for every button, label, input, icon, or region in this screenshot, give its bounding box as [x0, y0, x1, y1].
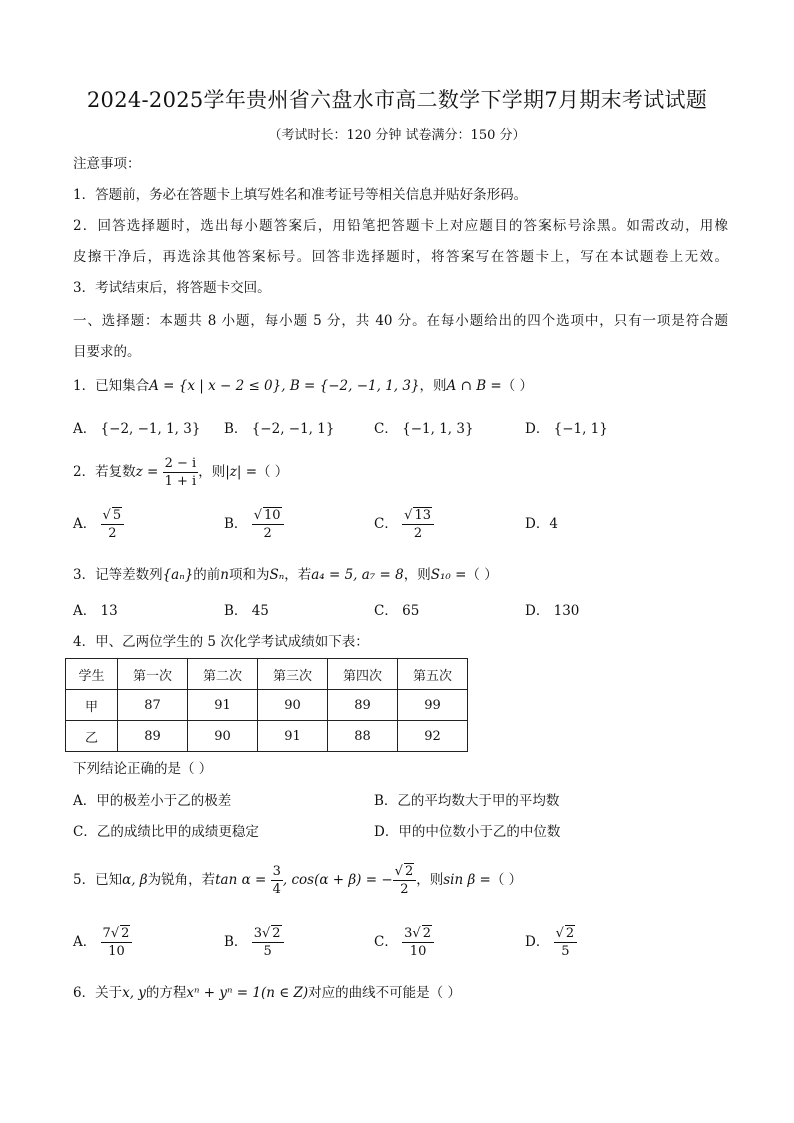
q3-option-b: B． 45	[224, 603, 269, 619]
sqrt-symbol: √	[404, 508, 413, 523]
q5-sin: sin β =	[443, 872, 491, 888]
q3-sn: Sₙ	[269, 567, 285, 583]
q5-option-c-den: 10	[409, 944, 427, 959]
sqrt-symbol: √	[262, 926, 271, 941]
q5-option-b-frac	[252, 925, 284, 960]
q4-option-a: A．甲的极差小于乙的极差	[73, 793, 232, 809]
q3-s10: S₁₀ =	[430, 567, 467, 583]
q3-stem-f: （ ）	[466, 567, 498, 583]
q1-stem	[73, 376, 728, 396]
table-cell: 89	[328, 690, 398, 721]
q3-condition: a₄ = 5, a₇ = 8	[311, 567, 404, 583]
q2-option-b-frac	[252, 507, 284, 542]
q5-alpha-beta: α, β	[122, 872, 148, 888]
q1-sets: A = {x | x − 2 ≤ 0}, B = {−2, −1, 1, 3}	[149, 378, 420, 394]
q1-stem-b: ，则	[419, 378, 447, 394]
q2-option-b-den: 2	[252, 524, 284, 542]
q5-option-d	[525, 922, 577, 962]
sqrt-symbol: √	[555, 926, 564, 941]
q5-option-a	[73, 922, 132, 962]
note-1: 1．答题前，务必在答题卡上填写姓名和准考证号等相关信息并贴好条形码。	[73, 187, 528, 203]
q4-option-d: D．甲的中位数小于乙的中位数	[374, 824, 561, 840]
q2-option-b	[224, 505, 284, 543]
q3-stem-a: 3．记等差数列	[73, 567, 163, 583]
q1-option-c: C． {−1, 1, 3}	[374, 421, 474, 437]
page-title: 2024-2025学年贵州省六盘水市高二数学下学期7月期末考试试题	[86, 88, 708, 112]
q5-option-b	[224, 922, 284, 962]
q6-xy: x, y	[122, 985, 146, 1001]
q1-option-b: B． {−2, −1, 1}	[224, 421, 335, 437]
sqrt-symbol: √	[412, 926, 421, 941]
q5-option-b-den: 5	[263, 944, 272, 959]
q5-option-d-radicand: 2	[565, 926, 575, 941]
q3-n: n	[220, 567, 229, 583]
table-cell: 89	[118, 721, 188, 752]
table-cell: 甲	[66, 690, 118, 721]
q2-fraction	[163, 455, 199, 490]
table-row	[66, 721, 468, 752]
q5-option-c	[374, 922, 434, 962]
q2-numerator: 2 − i	[164, 456, 197, 471]
table-header-cell: 第二次	[188, 659, 258, 690]
q1-stem-c: （ ）	[501, 378, 534, 394]
q5-option-b-coef: 3	[253, 926, 262, 941]
q6-stem-a: 6．关于	[73, 985, 123, 1001]
q5-tan-den: 4	[272, 882, 281, 897]
table-header-cell: 第三次	[258, 659, 328, 690]
q2-option-a-den: 2	[101, 524, 125, 542]
table-header-cell: 第四次	[328, 659, 398, 690]
q3-option-c: C． 65	[374, 603, 420, 619]
sqrt-symbol: √	[394, 864, 403, 879]
q2-stem	[73, 453, 728, 491]
q5-tan: tan α =	[215, 872, 267, 888]
q2-stem-a: 2．若复数	[73, 464, 136, 480]
q5-option-c-label: C．	[374, 934, 398, 950]
q5-option-a-den: 10	[108, 944, 125, 959]
q3-option-a: A． 13	[73, 603, 118, 619]
table-cell: 91	[188, 690, 258, 721]
table-row	[66, 690, 468, 721]
q2-option-a-frac	[101, 507, 125, 542]
sqrt-symbol: √	[253, 508, 263, 523]
q3-seq: {aₙ}	[162, 567, 194, 583]
section1-line1: 一、选择题：本题共 8 小题，每小题 5 分，共 40 分。在每小题给出的四个选项中，只有一项是符合题	[73, 313, 728, 329]
q2-option-a	[73, 505, 124, 543]
q2-option-c-label: C．	[374, 516, 398, 532]
q2-option-c-frac	[402, 507, 434, 542]
q5-option-d-frac	[554, 925, 578, 960]
q5-option-b-label: B．	[224, 934, 248, 950]
q2-stem-b: ，则	[198, 464, 226, 480]
q2-abs: |z| =	[225, 464, 258, 480]
q3-option-d: D． 130	[525, 603, 580, 619]
note-3: 3．考试结束后，将答题卡交回。	[73, 280, 271, 296]
table-cell: 87	[118, 690, 188, 721]
q5-option-a-label: A．	[73, 934, 97, 950]
q5-stem-d: （ ）	[490, 872, 523, 888]
q5-cos-num: 2	[404, 864, 414, 879]
q3-stem-c: 项和为	[229, 567, 270, 583]
q3-stem-b: 的前	[193, 567, 221, 583]
q5-cos: , cos(α + β) = −	[282, 872, 393, 888]
q5-cos-den: 2	[400, 882, 409, 897]
notes-heading: 注意事项：	[73, 156, 141, 172]
table-cell: 88	[328, 721, 398, 752]
q1-stem-a: 1．已知集合	[73, 378, 150, 394]
q2-option-c	[374, 505, 434, 543]
table-cell: 90	[258, 690, 328, 721]
q3-stem-e: ，则	[403, 567, 431, 583]
q5-stem	[73, 860, 728, 900]
q1-expr: A ∩ B =	[446, 378, 502, 394]
q2-denominator: 1 + i	[164, 474, 197, 489]
q2-option-b-label: B．	[224, 516, 248, 532]
q4-after: 下列结论正确的是（ ）	[73, 761, 213, 777]
page-subtitle: （考试时长：120 分钟 试卷满分：150 分）	[268, 128, 526, 143]
sqrt-symbol: √	[110, 926, 120, 941]
q2-stem-c: （ ）	[257, 464, 289, 480]
q5-cos-frac	[393, 863, 417, 898]
q5-option-a-radicand: 2	[121, 926, 130, 941]
q6-stem-b: 的方程	[145, 985, 187, 1001]
q2-option-b-radicand: 10	[264, 508, 281, 523]
q3-stem-d: ，若	[284, 567, 312, 583]
table-cell: 91	[258, 721, 328, 752]
q1-option-d: D． {−1, 1}	[525, 421, 608, 437]
table-cell: 90	[188, 721, 258, 752]
q1-option-a: A． {−2, −1, 1, 3}	[73, 421, 201, 437]
q5-option-d-label: D．	[525, 934, 550, 950]
scores-table	[65, 658, 468, 752]
q5-stem-b: 为锐角，若	[147, 872, 216, 888]
sqrt-symbol: √	[102, 508, 111, 523]
q5-stem-a: 5．已知	[73, 872, 123, 888]
q5-option-b-radicand: 2	[272, 926, 281, 941]
q2-z: z =	[135, 464, 159, 480]
q5-tan-frac	[271, 863, 283, 898]
section1-line2: 目要求的。	[73, 344, 141, 360]
q4-stem: 4．甲、乙两位学生的 5 次化学考试成绩如下表：	[73, 634, 369, 650]
table-cell: 乙	[66, 721, 118, 752]
q2-option-a-label: A．	[73, 516, 97, 532]
q4-option-b: B．乙的平均数大于甲的平均数	[374, 793, 560, 809]
q6-stem	[73, 983, 728, 1003]
table-header-cell: 第一次	[118, 659, 188, 690]
note-2b: 皮擦干净后，再选涂其他答案标号。回答非选择题时，将答案写在答题卡上，写在本试题卷上无效。	[73, 249, 728, 265]
q5-option-a-frac	[101, 925, 133, 960]
q2-option-c-radicand: 13	[414, 508, 431, 523]
q6-stem-c: 对应的曲线不可能是（ ）	[308, 985, 461, 1001]
table-header-row	[66, 659, 468, 690]
q5-stem-c: ，则	[416, 872, 444, 888]
q5-option-c-frac	[402, 925, 434, 960]
table-header-cell: 学生	[66, 659, 118, 690]
q4-option-c: C．乙的成绩比甲的成绩更稳定	[73, 824, 259, 840]
q3-stem	[73, 565, 728, 585]
table-cell: 92	[398, 721, 468, 752]
q5-option-c-radicand: 2	[422, 926, 431, 941]
table-cell: 99	[398, 690, 468, 721]
q5-option-c-coef: 3	[404, 926, 413, 941]
q5-option-a-coef: 7	[102, 926, 111, 941]
note-2a: 2．回答选择题时，选出每小题答案后，用铅笔把答题卡上对应题目的答案标号涂黑。如需改动，用橡	[73, 218, 728, 234]
q5-option-d-den: 5	[561, 944, 570, 959]
q6-equation: xⁿ + yⁿ = 1(n ∈ Z)	[186, 985, 309, 1001]
q2-option-d: D．4	[525, 516, 558, 532]
q2-option-a-radicand: 5	[112, 508, 122, 523]
q5-tan-num: 3	[272, 864, 281, 879]
table-header-cell: 第五次	[398, 659, 468, 690]
q2-option-c-den: 2	[402, 524, 434, 542]
